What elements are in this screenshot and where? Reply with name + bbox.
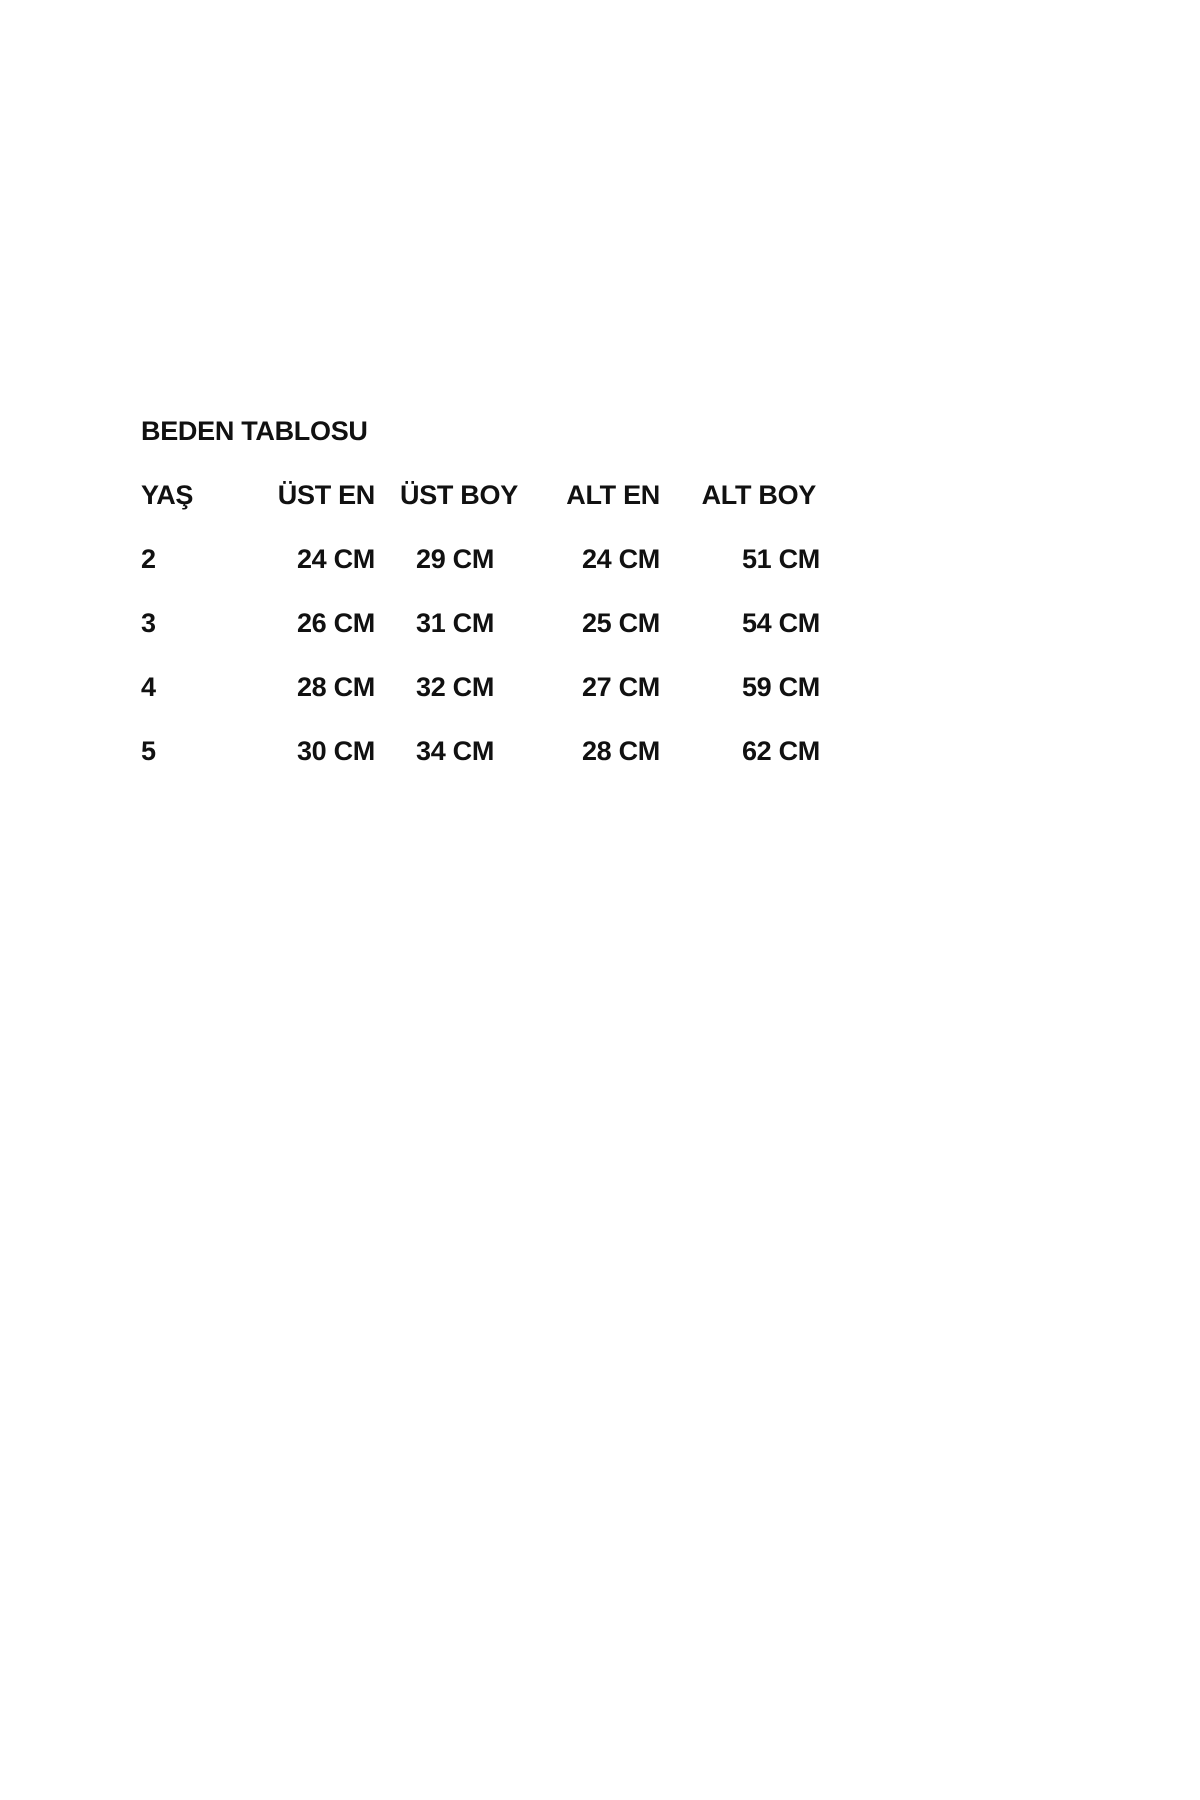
cell-top-width: 24 CM — [296, 544, 375, 574]
cell-bottom-length: 51 CM — [741, 544, 820, 574]
header-top-width: ÜST EN — [277, 480, 375, 510]
cell-age: 5 — [141, 736, 156, 766]
cell-age: 2 — [141, 544, 156, 574]
cell-age: 4 — [141, 672, 156, 702]
cell-top-length: 29 CM — [415, 544, 495, 574]
cell-top-length: 32 CM — [415, 672, 495, 702]
header-top-length: ÜST BOY — [400, 480, 518, 510]
cell-bottom-length: 62 CM — [741, 736, 820, 766]
cell-bottom-width: 25 CM — [581, 608, 660, 638]
cell-bottom-width: 28 CM — [581, 736, 660, 766]
cell-age: 3 — [141, 608, 156, 638]
cell-top-length: 34 CM — [415, 736, 495, 766]
cell-bottom-width: 24 CM — [581, 544, 660, 574]
header-bottom-length: ALT BOY — [701, 480, 816, 510]
header-age: YAŞ — [141, 480, 194, 510]
cell-top-width: 30 CM — [296, 736, 375, 766]
cell-bottom-length: 54 CM — [741, 608, 820, 638]
cell-bottom-length: 59 CM — [741, 672, 820, 702]
cell-top-width: 28 CM — [296, 672, 375, 702]
cell-top-length: 31 CM — [415, 608, 495, 638]
document-title: BEDEN TABLOSU — [141, 416, 368, 446]
header-bottom-width: ALT EN — [566, 480, 660, 510]
cell-bottom-width: 27 CM — [581, 672, 660, 702]
cell-top-width: 26 CM — [296, 608, 375, 638]
